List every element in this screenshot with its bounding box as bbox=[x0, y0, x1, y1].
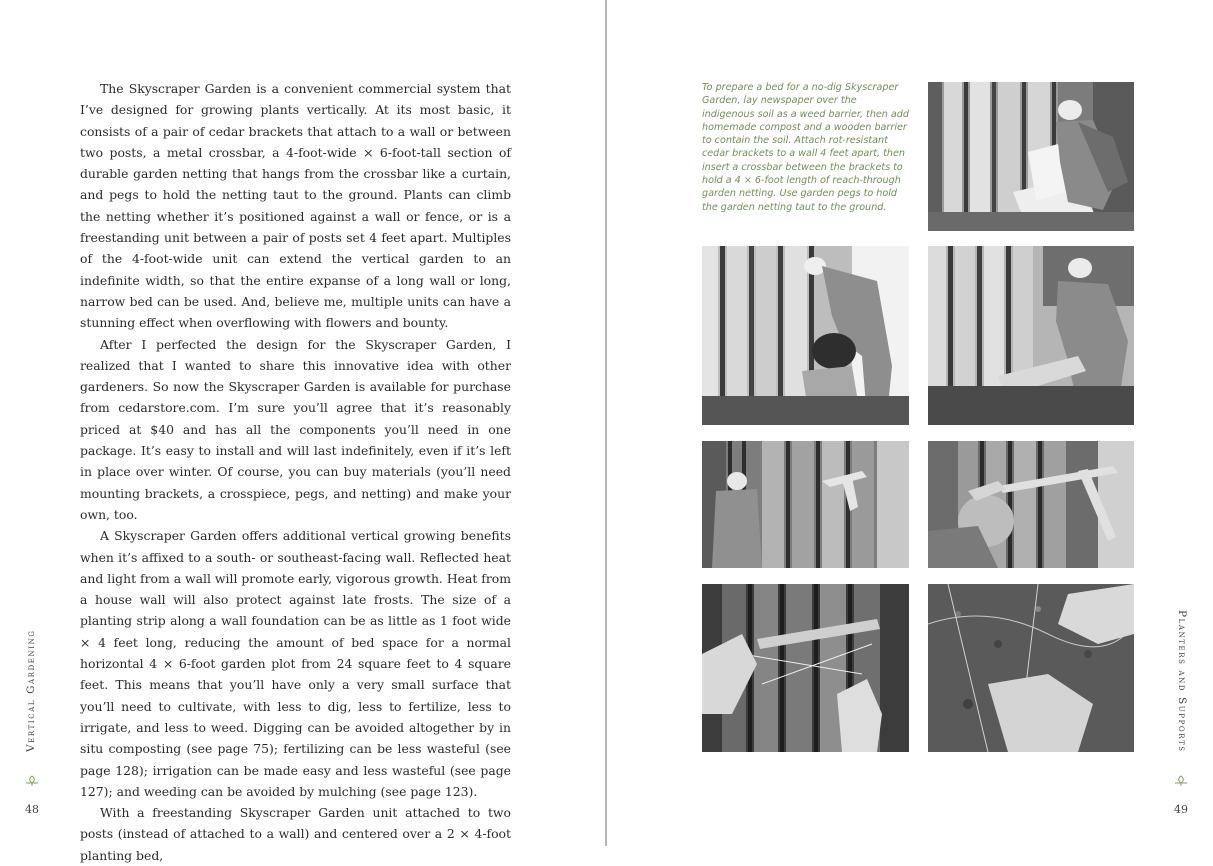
left-page-body bbox=[80, 78, 511, 866]
paragraph-3: A Skyscraper Garden offers additional vertical growing benefits when it’s affixed to a south- or southeast-facing wall. Reflected heat and light from a wall will promote early, vigorous growth. Heat from a house wall will also protect against late frosts. The size of a planting strip along a wall foundation can be as little as 1 foot wide × 4 feet long, reducing the amount of bed space for a normal horizontal 4 × 6-foot garden plot from 24 square feet to 4 square feet. This means that you’ll have only a very small surface that you’ll need to cultivate, with less to dig, less to fertilize, less to irrigate, and less to weed. Digging can be avoided altogether by in situ composting (see page 75); fertilizing can be less wasteful (see page 128); irrigation can be made easy and less wasteful (see page 127); and weeding can be avoided by mulching (see page 123). bbox=[80, 528, 511, 799]
page-number-left: 48 bbox=[25, 803, 39, 816]
paragraph-1: The Skyscraper Garden is a convenient commercial system that I’ve designed for growing plants vertically. At its most basic, it consists of a pair of cedar brackets that attach to a wall or between two posts, a metal crossbar, a 4-foot-wide × 6-foot-tall section of durable garden netting that hangs from the crossbar like a curtain, and pegs to hold the netting taut to the ground. Plants can climb the netting whether it’s positioned against a wall or fence, or is a freestanding unit between a pair of posts set 4 feet apart. Multiples of the 4-foot-wide unit can extend the vertical garden to an indefinite width, so that the entire expanse of a long wall or long, narrow bed can be used. And, believe me, multiple units can have a stunning effect when overflowing with flowers and bounty. bbox=[80, 81, 511, 331]
leaf-ornament-icon bbox=[25, 774, 39, 788]
running-head-right: Planters and Supports bbox=[1176, 610, 1188, 753]
paragraph-4: With a freestanding Skyscraper Garden unit attached to two posts (instead of attached to a wall) and centered over a 2 × 4-foot planting bed, bbox=[80, 805, 511, 863]
photo-wooden-barrier bbox=[928, 246, 1134, 425]
photo-insert-crossbar bbox=[928, 441, 1134, 568]
photo-attach-bracket bbox=[702, 441, 909, 568]
photo-newspaper-layer bbox=[928, 82, 1134, 231]
photo-hang-netting bbox=[702, 584, 909, 752]
gutter-divider bbox=[605, 0, 607, 846]
photo-add-compost bbox=[702, 246, 909, 425]
page-number-right: 49 bbox=[1174, 803, 1188, 816]
leaf-ornament-icon bbox=[1174, 774, 1188, 788]
photo-peg-netting bbox=[928, 584, 1134, 752]
photo-caption: To prepare a bed for a no-dig Skyscraper Garden, lay newspaper over the indigenous soil as a weed barrier, then add homemade compost and a wooden barrier to contain the soil. Attach rot-resistant cedar brackets to a wall 4 feet apart, then insert a crossbar between the brackets to hold a 4 × 6-foot length of reach-through garden netting. Use garden pegs to hold the garden netting taut to the ground. bbox=[702, 82, 909, 213]
running-head-left: Vertical Gardening bbox=[25, 629, 37, 752]
paragraph-2: After I perfected the design for the Skyscraper Garden, I realized that I wanted to share this innovative idea with other gardeners. So now the Skyscraper Garden is available for purchase from cedarstore.com. I’m sure you’ll agree that it’s reasonably priced at $40 and has all the components you’ll need in one package. It’s easy to install and will last indefinitely, even if it’s left in place over winter. Of course, you can buy materials (you’ll need mounting brackets, a crosspiece, pegs, and netting) and make your own, too. bbox=[80, 336, 511, 522]
